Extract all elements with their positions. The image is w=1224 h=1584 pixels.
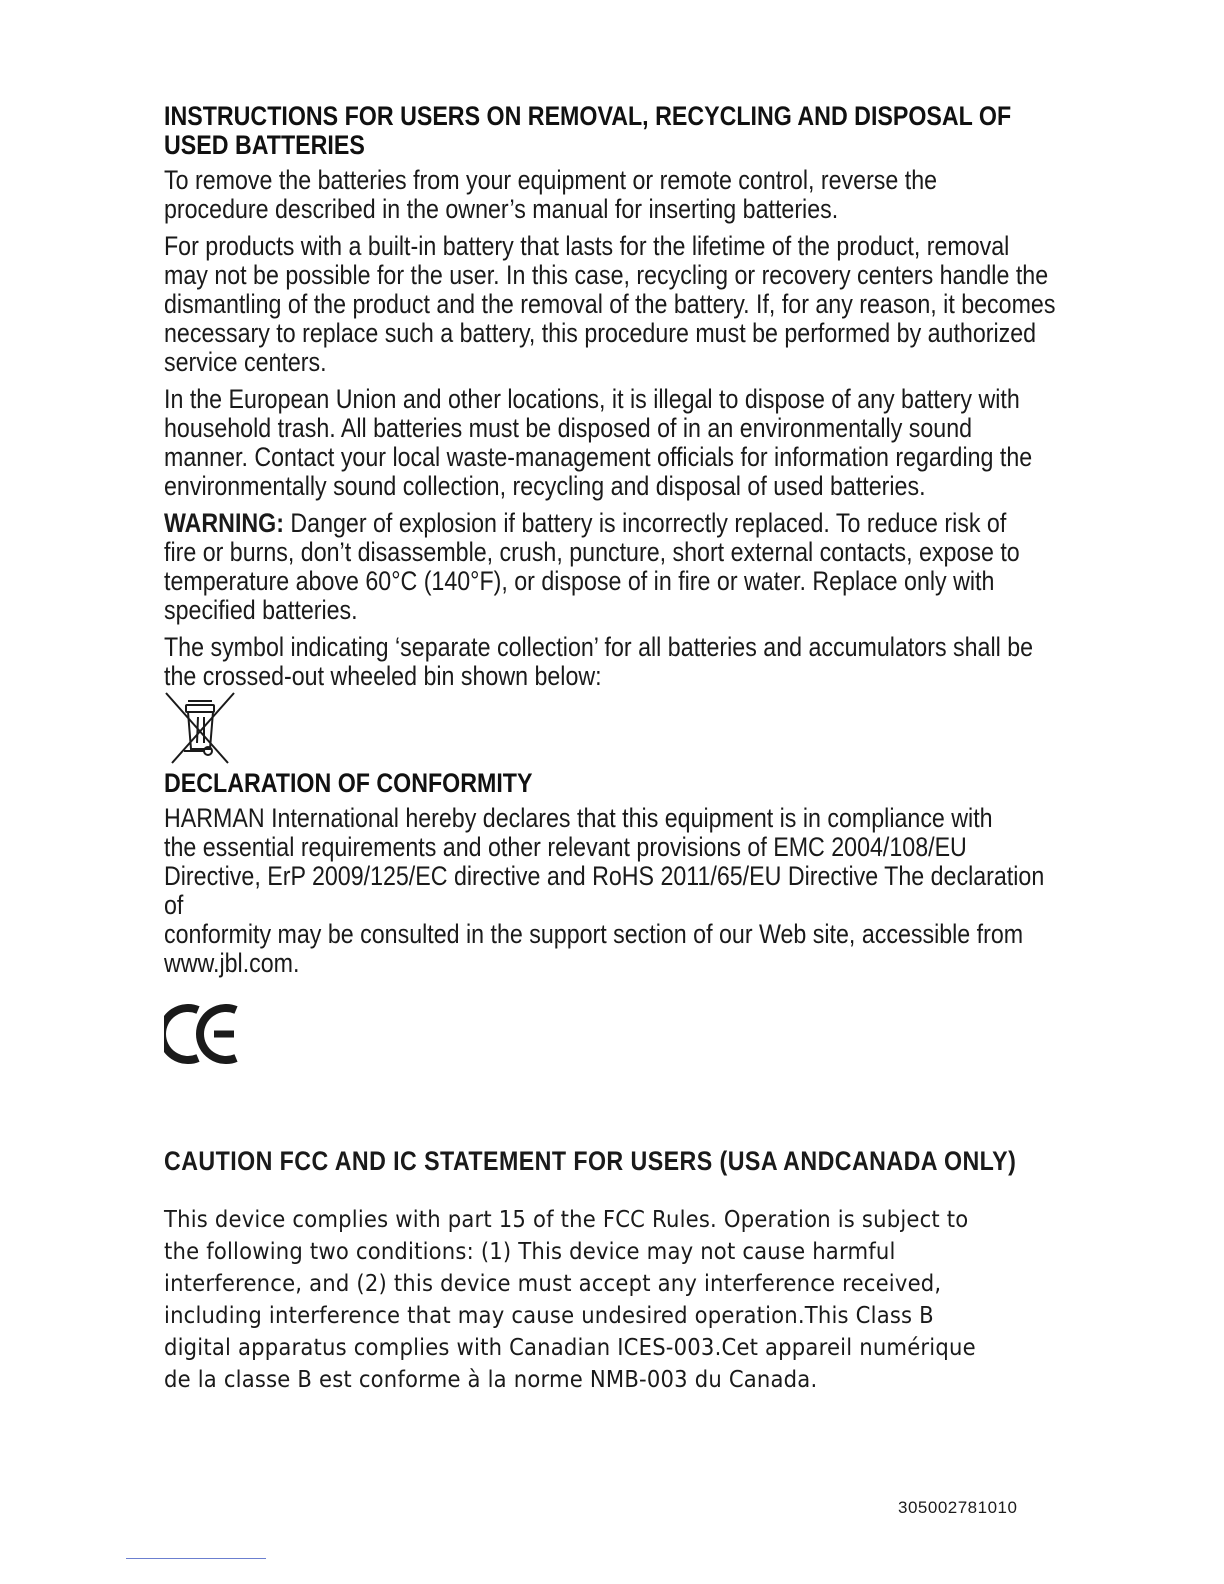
fcc-paragraph <box>164 1204 1194 1396</box>
footer-rule <box>126 1558 266 1559</box>
eu-disposal-paragraph <box>164 385 1064 501</box>
text-line: conformity may be consulted in the support section of our Web site, accessible from <box>164 919 1024 949</box>
text-line: manner. Contact your local waste-management officials for information regarding the <box>164 442 1033 472</box>
battery-heading-line: USED BATTERIES <box>164 130 365 160</box>
text-line <box>164 509 1064 538</box>
warning-paragraph <box>164 509 1064 625</box>
text-line: necessary to replace such a battery, this procedure must be performed by authorized <box>164 318 1037 348</box>
conformity-section <box>164 769 1064 986</box>
spacer <box>164 1074 1064 1146</box>
conformity-paragraph <box>164 804 1064 978</box>
fcc-heading: CAUTION FCC AND IC STATEMENT FOR USERS (USA ANDCANADA ONLY) <box>164 1146 1017 1176</box>
removal-paragraph <box>164 166 1064 224</box>
text-line: may not be possible for the user. In this case, recycling or recovery centers handle the <box>164 260 1049 290</box>
ce-mark-icon <box>164 1004 244 1064</box>
text-line: procedure described in the owner’s manual for inserting batteries. <box>164 194 839 224</box>
battery-section <box>164 102 1064 691</box>
built-in-battery-paragraph <box>164 232 1064 377</box>
text-line: To remove the batteries from your equipment or remote control, reverse the <box>164 165 938 195</box>
text-line: specified batteries. <box>164 595 358 625</box>
text-line: fire or burns, don’t disassemble, crush, puncture, short external contacts, expose to <box>164 537 1020 567</box>
warning-text: Danger of explosion if battery is incorrectly replaced. To reduce risk of <box>283 508 1007 538</box>
warning-label: WARNING: <box>164 508 284 538</box>
text-line: the essential requirements and other relevant provisions of EMC 2004/108/EU <box>164 832 967 862</box>
text-line: HARMAN International hereby declares that this equipment is in compliance with <box>164 803 993 833</box>
battery-heading-line: INSTRUCTIONS FOR USERS ON REMOVAL, RECYCLING AND DISPOSAL OF <box>164 101 1012 131</box>
text-line: including interference that may cause undesired operation.This Class B <box>164 1303 934 1329</box>
document-content <box>164 102 1064 1396</box>
text-line: For products with a built-in battery that lasts for the lifetime of the product, removal <box>164 231 1010 261</box>
symbol-paragraph <box>164 633 1064 691</box>
text-line: household trash. All batteries must be disposed of in an environmentally sound <box>164 413 973 443</box>
text-line: the following two conditions: (1) This device may not cause harmful <box>164 1239 896 1265</box>
text-line: the crossed-out wheeled bin shown below: <box>164 661 602 691</box>
ce-mark <box>164 1004 1064 1074</box>
weee-symbol <box>164 691 1064 767</box>
battery-heading <box>164 102 1064 160</box>
text-line: de la classe B est conforme à la norme NMB-003 du Canada. <box>164 1367 818 1393</box>
conformity-heading: DECLARATION OF CONFORMITY <box>164 768 533 798</box>
text-line: temperature above 60°C (140°F), or dispose of in fire or water. Replace only with <box>164 566 995 596</box>
website-link: www.jbl.com. <box>164 948 300 978</box>
document-code: 305002781010 <box>898 1498 1018 1517</box>
text-line: environmentally sound collection, recycling and disposal of used batteries. <box>164 471 926 501</box>
text-line: This device complies with part 15 of the FCC Rules. Operation is subject to <box>164 1207 969 1233</box>
crossed-out-wheeled-bin-icon <box>164 691 244 767</box>
text-line: dismantling of the product and the removal of the battery. If, for any reason, it becomes <box>164 289 1056 319</box>
text-line: The symbol indicating ‘separate collection’ for all batteries and accumulators shall be <box>164 632 1034 662</box>
fcc-section <box>164 1146 1064 1204</box>
text-line: Directive, ErP 2009/125/EC directive and RoHS 2011/65/EU Directive The declaration of <box>164 861 1045 920</box>
text-line: interference, and (2) this device must accept any interference received, <box>164 1271 942 1297</box>
text-line: In the European Union and other locations, it is illegal to dispose of any battery with <box>164 384 1020 414</box>
text-line: digital apparatus complies with Canadian ICES-003.Cet appareil numérique <box>164 1335 976 1361</box>
text-line: service centers. <box>164 347 327 377</box>
